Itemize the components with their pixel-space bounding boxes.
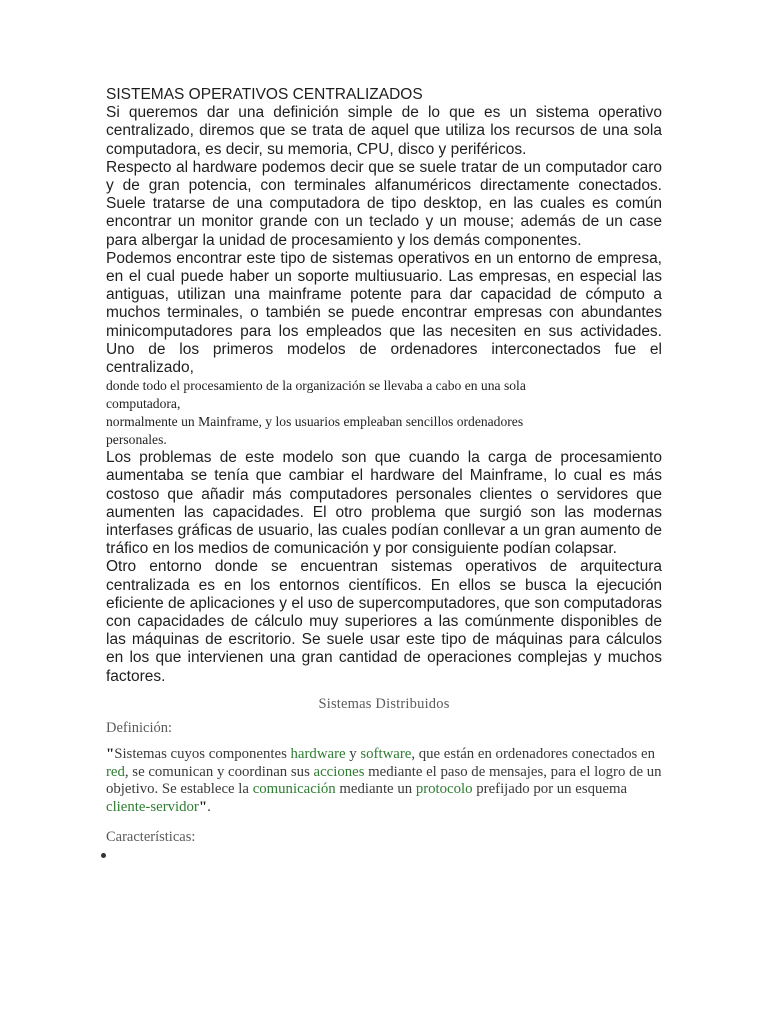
definition-text: mediante el paso de mensajes, para el logro de un objetivo. Se establece la [106, 763, 662, 798]
paragraph-definition: Si queremos dar una definición simple de lo que es un sistema operativo centralizado, diremos que se trata de aquel que utiliza los recursos de una sola computadora, es decir, su memoria, CPU, disco y periféricos. [106, 104, 662, 158]
definition-text: , se comunican y coordinan sus [124, 763, 314, 780]
bullet-point [101, 853, 106, 858]
small-text-line: donde todo el procesamiento de la organización se llevaba a cabo en una sola [106, 378, 526, 394]
definition-text: prefijado por un esquema [472, 781, 628, 798]
document-page [106, 86, 662, 846]
small-text-line: normalmente un Mainframe, y los usuarios empleaban sencillos ordenadores [106, 414, 524, 430]
paragraph-problems: Los problemas de este modelo son que cuando la carga de procesamiento aumentaba se tenía que cambiar el hardware del Mainframe, lo cual es más costoso que añadir más computadores personales clientes o servidores que aumenten las capacidades. El otro problema que surgió son las modernas interfases gráficas de usuario, las cuales podían conllevar a un gran aumento de tráfico en los medios de comunicación y por consiguiente podían colapsar. [106, 449, 662, 558]
link-comunicacion[interactable]: comunicación [252, 781, 336, 798]
definition-text: , que están en ordenadores conectados en [411, 745, 655, 762]
link-red[interactable]: red [106, 763, 125, 780]
link-cliente-servidor[interactable]: cliente-servidor [106, 799, 199, 816]
definition-text: Sistemas cuyos componentes [114, 745, 291, 762]
definition-label: Definición: [106, 719, 173, 736]
definition-quote [106, 746, 662, 817]
link-acciones[interactable]: acciones [313, 763, 365, 780]
definition-text: y [345, 745, 361, 762]
paragraph-scientific: Otro entorno donde se encuentran sistemas operativos de arquitectura centralizada es en los entornos científicos. En ellos se busca la ejecución eficiente de aplicaciones y el uso de supercomputadores, que son computadoras con capacidades de cálculo muy superiores a las comúnmente disponibles de las máquinas de escritorio. Se suele usar este tipo de máquinas para cálculos en los que intervienen una gran cantidad de operaciones complejas y muchos factores. [106, 558, 662, 685]
link-protocolo[interactable]: protocolo [415, 781, 473, 798]
paragraph-hardware: Respecto al hardware podemos decir que se suele tratar de un computador caro y de gran potencia, con terminales alfanuméricos directamente conectados. Suele tratarse de una computadora de tipo desktop, en las cuales es común encontrar un monitor grande con un teclado y un mouse; además de un case para albergar la unidad de procesamiento y los demás componentes. [106, 158, 662, 249]
paragraph-enterprise: Podemos encontrar este tipo de sistemas operativos en un entorno de empresa, en el cual puede haber un soporte multiusuario. Las empresas, en especial las antiguas, utilizan una mainframe potente para dar capacidad de cómputo a muchos terminales, o también se puede encontrar empresas con abundantes minicomputadores para los empleados que las necesiten en sus actividades. Uno de los primeros modelos de ordenadores interconectados fue el centralizado, [106, 249, 662, 377]
quote-mark: " [106, 745, 115, 762]
section-heading: Sistemas Distribuidos [318, 695, 450, 712]
small-text-line: computadora, [106, 396, 181, 412]
link-hardware[interactable]: hardware [290, 745, 346, 762]
definition-text: . [207, 799, 211, 816]
quote-mark: " [198, 799, 208, 816]
definition-text: mediante un [335, 781, 416, 798]
small-text-line: personales. [106, 432, 167, 448]
characteristics-label: Características: [106, 829, 196, 846]
link-software[interactable]: software [360, 745, 412, 762]
page-title: SISTEMAS OPERATIVOS CENTRALIZADOS [106, 86, 423, 103]
